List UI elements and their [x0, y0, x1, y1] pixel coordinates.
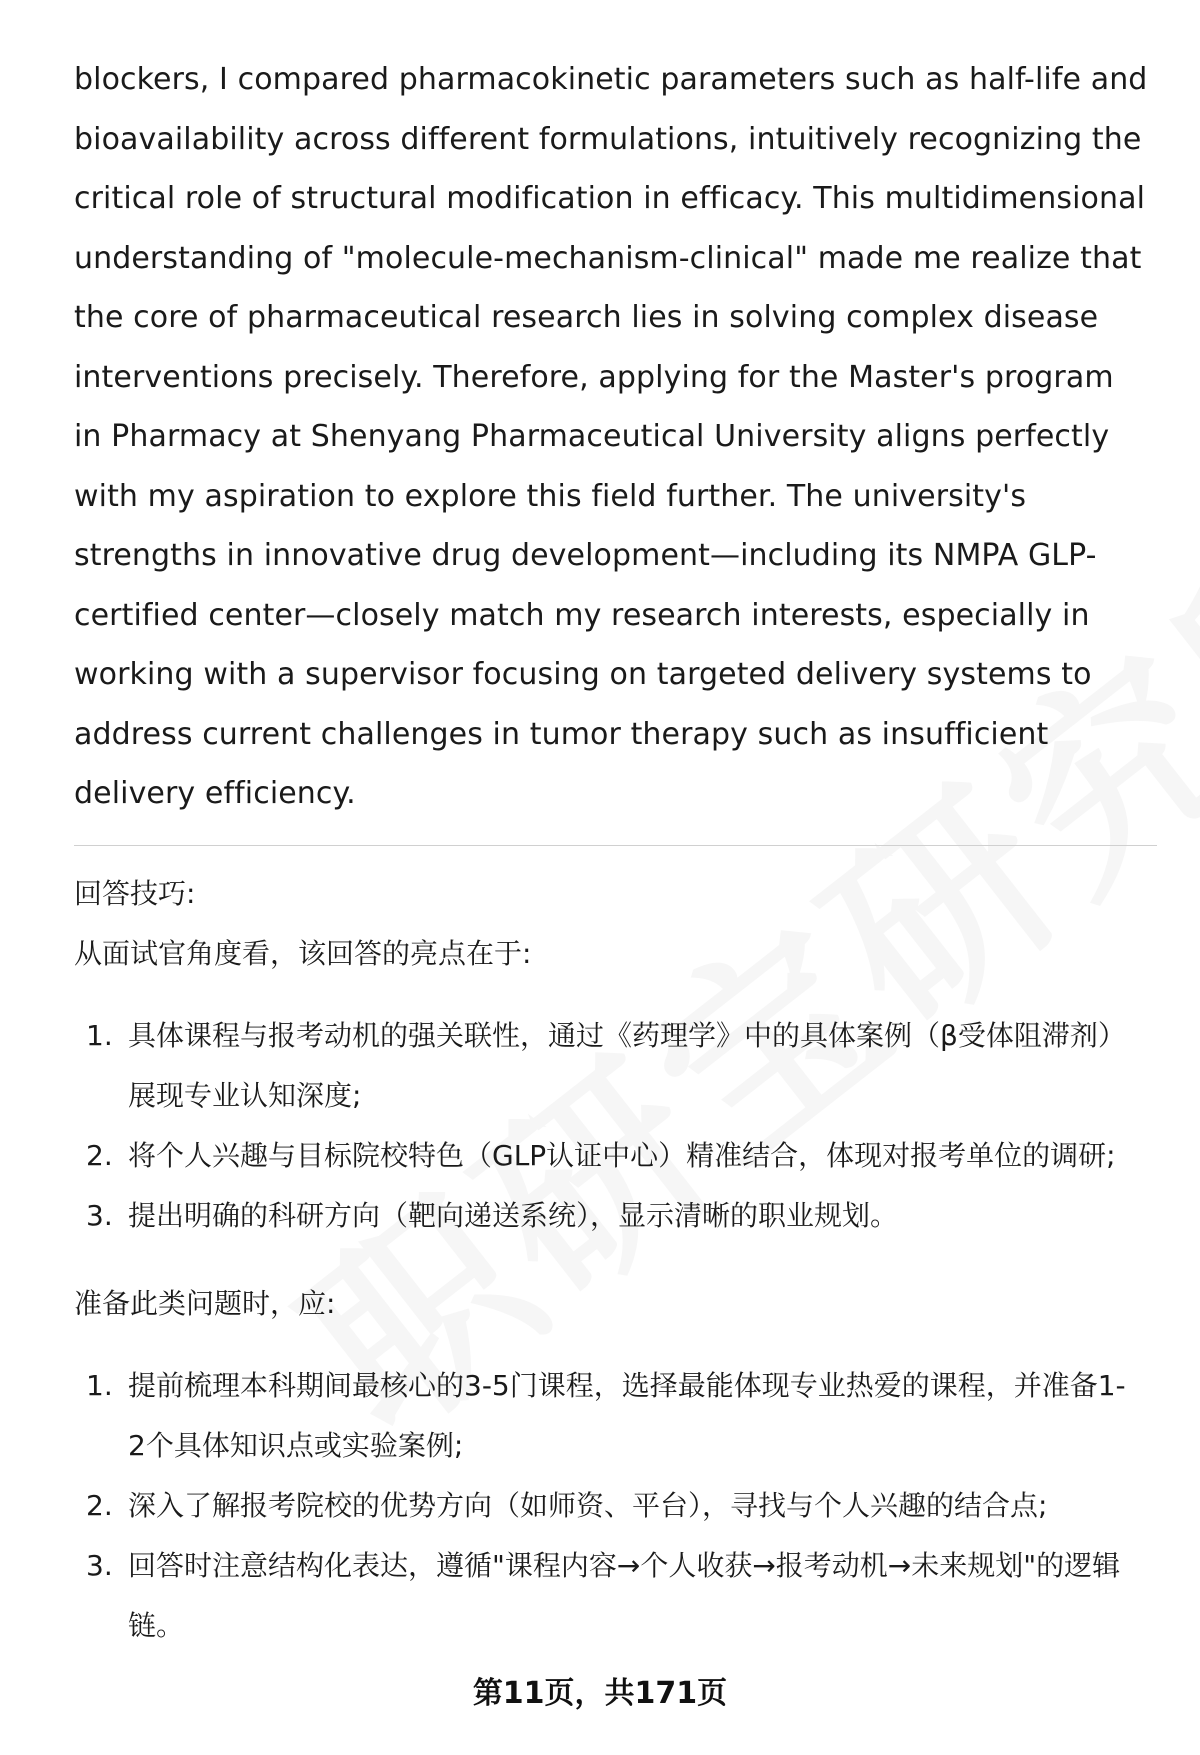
prep-heading: 准备此类问题时，应:: [74, 1286, 336, 1320]
list-item-number: 2.: [86, 1488, 113, 1522]
list-item-text: 深入了解报考院校的优势方向（如师资、平台），寻找与个人兴趣的结合点;: [128, 1488, 1048, 1522]
list-item: [74, 1476, 1138, 1536]
list-item-number: 1.: [86, 1018, 113, 1052]
prep-list: [74, 1356, 1149, 1656]
body-paragraph: blockers, I compared pharmacokinetic parameters such as half-life and bioavailability across different formulations, intuitively recognizing the critical role of structural modification in efficacy. This multidimensional understanding of "molecule-mechanism-clinical" made me realize that the core of pharmaceutical research lies in solving complex disease interventions precisely. Therefore, applying for the Master's program in Pharmacy at Shenyang Pharmaceutical University aligns perfectly with my aspiration to explore this field further. The university's strengths in innovative drug development—including its NMPA GLP-certified center—closely match my research interests, especially in working with a supervisor focusing on targeted delivery systems to address current challenges in tumor therapy such as insufficient delivery efficiency.: [74, 62, 1148, 811]
list-item: [74, 1186, 1138, 1246]
section-divider: [74, 845, 1157, 846]
list-item-number: 3.: [86, 1548, 113, 1582]
page-number: 第11页，共171页: [472, 1676, 728, 1711]
tips-list: [74, 1006, 1149, 1246]
list-item: [74, 1006, 1138, 1126]
list-item: [74, 1126, 1138, 1186]
list-item: [74, 1356, 1138, 1476]
list-item-number: 1.: [86, 1368, 113, 1402]
tips-heading: 回答技巧:: [74, 876, 196, 910]
list-item: [74, 1536, 1138, 1656]
list-item-text: 具体课程与报考动机的强关联性，通过《药理学》中的具体案例（β受体阻滞剂）展现专业认知深度;: [128, 1018, 1126, 1112]
list-item-number: 3.: [86, 1198, 113, 1232]
page-footer: [0, 1672, 1200, 1716]
list-item-text: 回答时注意结构化表达，遵循"课程内容→个人收获→报考动机→未来规划"的逻辑链。: [128, 1548, 1121, 1642]
list-item-text: 将个人兴趣与目标院校特色（GLP认证中心）精准结合，体现对报考单位的调研;: [128, 1138, 1116, 1172]
list-item-text: 提前梳理本科期间最核心的3-5门课程，选择最能体现专业热爱的课程，并准备1-2个具体知识点或实验案例;: [128, 1368, 1126, 1462]
page-content: [74, 50, 1149, 1656]
tips-intro: 从面试官角度看，该回答的亮点在于:: [74, 936, 532, 970]
list-item-number: 2.: [86, 1138, 113, 1172]
list-item-text: 提出明确的科研方向（靶向递送系统），显示清晰的职业规划。: [128, 1198, 899, 1232]
